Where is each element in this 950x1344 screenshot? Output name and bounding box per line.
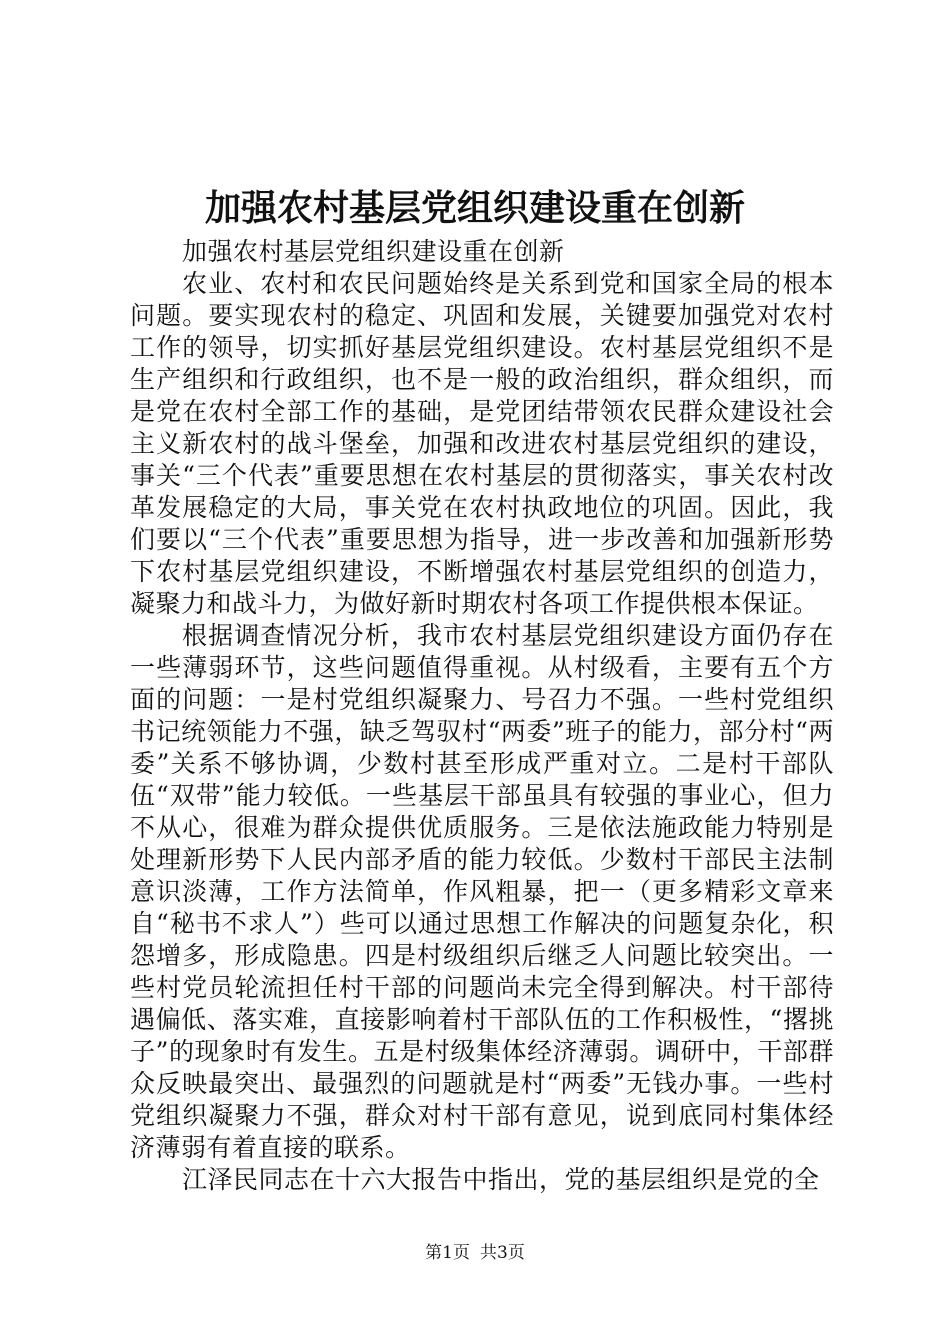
page-total: 共3页 [480,1243,525,1263]
body-paragraph: 根据调查情况分析，我市农村基层党组织建设方面仍存在一些薄弱环节，这些问题值得重视。从村级看，主要有五个方面的问题：一是村党组织凝聚力、号召力不强。一些村党组织书记统领能力不强，缺乏驾驭村“两委”班子的能力，部分村“两委”关系不够协调，少数村甚至形成严重对立。二是村干部队伍“双带”能力较低。一些基层干部虽具有较强的事业心，但力不从心，很难为群众提供优质服务。三是依法施政能力特别是处理新形势下人民内部矛盾的能力较低。少数村干部民主法制意识淡薄，工作方法简单，作风粗暴，把一（更多精彩文章来自“秘书不求人”）些可以通过思想工作解决的问题复杂化，积怨增多，形成隐患。四是村级组织后继乏人问题比较突出。一些村党员轮流担任村干部的问题尚未完全得到解决。村干部待遇偏低、落实难，直接影响着村干部队伍的工作积极性，“撂挑子”的现象时有发生。五是村级集体经济薄弱。调研中，干部群众反映最突出、最强烈的问题就是村“两委”无钱办事。一些村党组织凝聚力不强，群众对村干部有意见，说到底同村集体经济薄弱有着直接的联系。 [130,621,834,1162]
body-paragraph-subtitle: 加强农村基层党组织建设重在创新 [182,237,565,266]
document-title: 加强农村基层党组织建设重在创新 [204,187,745,229]
body-paragraph: 江泽民同志在十六大报告中指出，党的基层组织是党的全 [182,1165,820,1194]
page-footer [0,1242,950,1264]
body-paragraph: 农业、农村和农民问题始终是关系到党和国家全局的根本问题。要实现农村的稳定、巩固和发展，关键要加强党对农村工作的领导，切实抓好基层党组织建设。农村基层党组织不是生产组织和行政组织，也不是一般的政治组织，群众组织，而是党在农村全部工作的基础，是党团结带领农民群众建设社会主义新农村的战斗堡垒，加强和改进农村基层党组织的建设，事关“三个代表”重要思想在农村基层的贯彻落实，事关农村改革发展稳定的大局，事关党在农村执政地位的巩固。因此，我们要以“三个代表”重要思想为指导，进一步改善和加强新形势下农村基层党组织建设，不断增强农村基层党组织的创造力，凝聚力和战斗力，为做好新时期农村各项工作提供根本保证。 [130,269,834,618]
document-body [130,236,834,1196]
page-number: 第1页 [425,1243,470,1263]
